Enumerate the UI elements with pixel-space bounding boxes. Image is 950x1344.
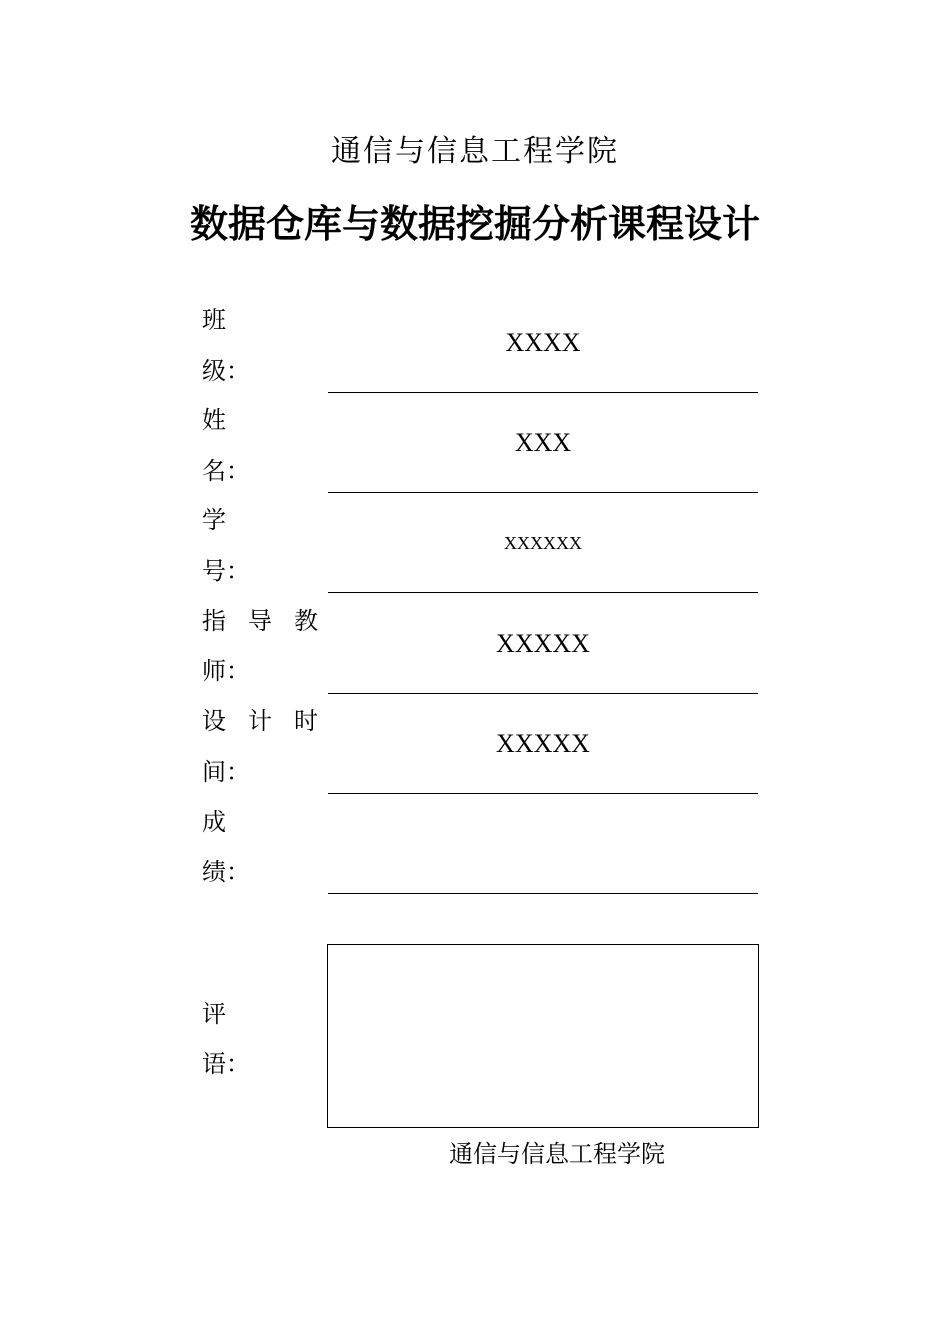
advisor-label-char2: 导 <box>248 607 272 635</box>
student-id-label-line2: 号： <box>202 557 250 585</box>
school-name-footer: 通信与信息工程学院 <box>449 1140 665 1168</box>
advisor-label-char3: 教 <box>294 607 318 635</box>
class-value[interactable]: XXXX <box>505 328 581 357</box>
student-id-value[interactable]: XXXXXX <box>504 533 582 553</box>
design-time-label-char3: 时 <box>294 707 318 735</box>
name-label-line1: 姓 <box>202 406 226 434</box>
comments-box[interactable] <box>327 944 759 1128</box>
class-underline <box>328 392 758 393</box>
advisor-value[interactable]: XXXXX <box>496 629 590 658</box>
design-time-label-char1: 设 <box>202 707 226 735</box>
class-label-line1: 班 <box>202 306 226 334</box>
student-id-underline <box>328 592 758 593</box>
advisor-underline <box>328 693 758 694</box>
grade-label-line2: 绩： <box>202 858 250 886</box>
design-time-label-char2: 计 <box>248 707 272 735</box>
comments-label-line1: 评 <box>202 1000 226 1028</box>
school-name-header: 通信与信息工程学院 <box>331 134 619 169</box>
advisor-label-line1 <box>202 606 318 636</box>
student-id-label-line1: 学 <box>202 506 226 534</box>
design-time-label-line1 <box>202 706 318 736</box>
comments-label-line2: 语： <box>202 1050 250 1078</box>
grade-underline <box>328 893 758 894</box>
design-time-label-line2: 间： <box>202 758 250 786</box>
design-time-value[interactable]: XXXXX <box>496 729 590 758</box>
design-time-underline <box>328 793 758 794</box>
course-title: 数据仓库与数据挖掘分析课程设计 <box>189 202 760 246</box>
name-label-line2: 名： <box>202 457 250 485</box>
advisor-label-char1: 指 <box>202 607 226 635</box>
advisor-label-line2: 师： <box>202 657 250 685</box>
grade-label-line1: 成 <box>202 808 226 836</box>
name-value[interactable]: XXX <box>514 428 572 457</box>
name-underline <box>328 492 758 493</box>
class-label-line2: 级： <box>202 357 250 385</box>
